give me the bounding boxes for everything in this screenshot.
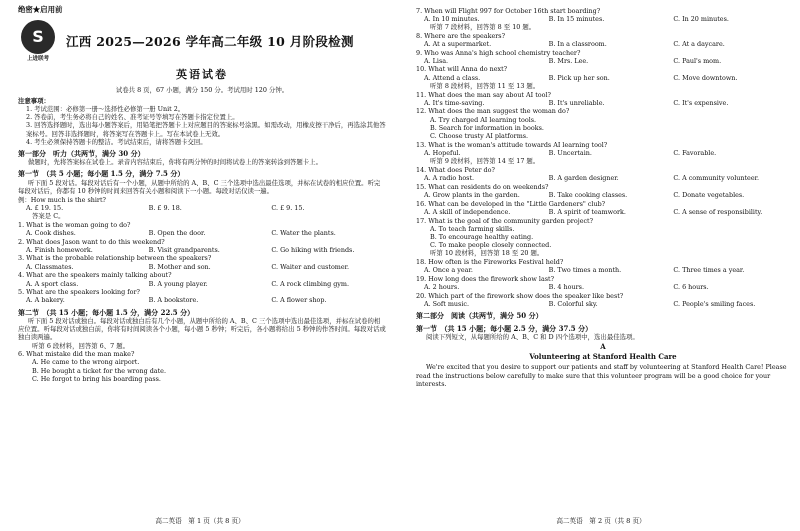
logo-caption: 上进联考 (26, 56, 49, 63)
example-options (18, 204, 386, 212)
question-14: 14. What does Peter do? (416, 165, 495, 174)
option: B. Search for information in books. (430, 123, 544, 132)
option: B. He bought a ticket for the wrong date. (32, 366, 166, 375)
option: C. Go hiking with friends. (271, 245, 355, 254)
listening-hint: 听第 10 段材料，回答第 18 至 20 题。 (430, 249, 544, 258)
passage-title: Volunteering at Stanford Health Care (529, 352, 677, 362)
question-10-options (416, 74, 790, 82)
question-14-options (416, 174, 790, 182)
question-4-options (18, 280, 386, 288)
option: A. Soft music. (424, 300, 469, 309)
page-footer: 高二英语 第 2 页（共 8 页） (556, 516, 646, 525)
option: B. In 15 minutes. (548, 14, 605, 23)
option: C. Move downtown. (673, 73, 738, 82)
logo-icon: S (21, 20, 55, 54)
confidential-mark: 绝密★启用前 (18, 5, 63, 14)
section1-description: 听下面 5 段对话。每段对话后有一个小题，从题中所给的 A、B、C 三个选项中选出最佳选项，并标在试卷的相应位置。听完每段对话后，你都有 10 秒钟的时间来回答有关小题和阅读下一小题。每段对话仅读一遍。 (18, 178, 381, 195)
question-9-options (416, 57, 790, 65)
option: C. 6 hours. (673, 283, 709, 292)
option: B. It's unreliable. (548, 98, 605, 107)
option: B. Two times a month. (548, 266, 622, 275)
option: B. A bookstore. (148, 296, 199, 305)
section1-heading: 第一节 （共 5 小题；每小题 1.5 分，满分 7.5 分） (18, 169, 185, 179)
question-3: 3. What is the probable relationship between the speakers? (18, 254, 212, 263)
question-2: 2. What does Jason want to do this weekend? (18, 237, 165, 246)
option: C. It's expensive. (673, 98, 729, 107)
option: B. Colorful sky. (548, 300, 598, 309)
question-8-options (416, 40, 790, 48)
question-1-options (18, 229, 386, 237)
option: C. Choose trusty AI platforms. (430, 132, 529, 141)
question-17: 17. What is the goal of the community garden project? (416, 216, 594, 225)
question-1: 1. What is the woman going to do? (18, 220, 131, 229)
question-11: 11. What does the man say about AI tool? (416, 90, 551, 99)
option: A. A skill of independence. (424, 207, 511, 216)
notes-title: 注意事项： (18, 96, 50, 105)
question-20: 20. Which part of the firework show does the speaker like best? (416, 291, 624, 300)
option: B. Uncertain. (548, 148, 592, 157)
option: A. To teach farming skills. (430, 224, 515, 233)
subject-title: 英语试卷 (176, 68, 228, 82)
option: B. 4 hours. (548, 283, 584, 292)
part1-description: 做题时，先将答案标在试卷上。录音内容结束后，你将有两分钟的时间将试卷上的答案转涂到答题卡上。 (28, 158, 322, 167)
option: C. A community volunteer. (673, 174, 759, 183)
option: A. Once a year. (424, 266, 473, 275)
question-9: 9. Who was Anna's high school chemistry teacher? (416, 48, 581, 57)
question-3-options (18, 263, 386, 271)
note-item: 3. 回答选择题时，选出每小题答案后，用铅笔把答题卡上对应题目的答案标号涂黑。如需改动，用橡皮擦干净后，再选涂其他答案标号。回答非选择题时，将答案写在答题卡上。写在本试卷上无效。 (26, 121, 386, 138)
option: B. Pick up her son. (548, 73, 610, 82)
section2-hint: 听第 6 段材料，回答第 6、7 题。 (32, 341, 130, 350)
passage-text: We're excited that you desire to support our patients and staff by volunteering at Stanford Health Care! Please read the instructions below carefully to make sure that this volunteer program will be a good choice for your interests. (416, 363, 787, 388)
question-15: 15. What can residents do on weekends? (416, 182, 549, 191)
option: A. 2 hours. (424, 283, 460, 292)
question-13: 13. What is the woman's attitude towards AI learning tool? (416, 140, 608, 149)
question-18-options (416, 266, 790, 274)
page-footer: 高二英语 第 1 页（共 8 页） (155, 516, 245, 525)
option: A. He came to the wrong airport. (32, 358, 140, 367)
option: B. In a classroom. (548, 39, 607, 48)
option: C. Waiter and customer. (271, 262, 350, 271)
option: A. Classmates. (26, 262, 74, 271)
listening-hint: 听第 8 段材料，回答第 11 至 13 题。 (430, 81, 540, 90)
option: C. Favorable. (673, 148, 717, 157)
part1-heading: 第一部分 听力（共两节，满分 30 分） (18, 149, 145, 159)
option: A. Grow plants in the garden. (424, 190, 520, 199)
option: B. Mother and son. (148, 262, 211, 271)
option: C. In 20 minutes. (673, 14, 729, 23)
option: B. A spirit of teamwork. (548, 207, 626, 216)
option: A. Attend a class. (424, 73, 481, 82)
option: C. A flower shop. (271, 296, 327, 305)
option: C. A sense of responsibility. (673, 207, 763, 216)
option: B. Take cooking classes. (548, 190, 628, 199)
listening-hint: 听第 9 段材料，回答第 14 至 17 题。 (430, 157, 540, 166)
option: A. Finish homework. (26, 245, 93, 254)
question-6: 6. What mistake did the man make? (18, 350, 135, 359)
exam-header (18, 20, 386, 63)
question-5: 5. What are the speakers looking for? (18, 288, 140, 297)
option: C. People's smiling faces. (673, 300, 756, 309)
question-18: 18. How often is the Fireworks Festival held? (416, 258, 564, 267)
example-answer: 答案是 C。 (32, 211, 65, 220)
section2-heading: 第二节 （共 15 小题；每小题 1.5 分，满分 22.5 分） (18, 307, 195, 317)
question-7: 7. When will Flight 997 for October 16th start boarding? (416, 6, 601, 15)
option: A. A bakery. (26, 296, 65, 305)
exam-meta: 试卷共 8 页，67 小题，满分 150 分。考试用时 120 分钟。 (115, 85, 289, 94)
option: C. Paul's mom. (673, 56, 722, 65)
option: B. A garden designer. (548, 174, 619, 183)
option: A. Try charged AI learning tools. (430, 115, 537, 124)
option: C. He forgot to bring his boarding pass. (32, 374, 161, 383)
option: A. At a supermarket. (424, 39, 492, 48)
page-right (402, 0, 800, 531)
option: C. Water the plants. (271, 228, 336, 237)
option: C. At a daycare. (673, 39, 725, 48)
exam-title: 江西 2025—2026 学年高二年级 10 月阶段检测 (66, 33, 354, 49)
option: A. A radio host. (424, 174, 475, 183)
option: A. In 10 minutes. (424, 14, 480, 23)
option: B. To encourage healthy eating. (430, 232, 534, 241)
question-20-options (416, 300, 790, 308)
listening-hint: 听第 7 段材料，回答第 8 至 10 题。 (430, 22, 536, 31)
question-12: 12. What does the man suggest the woman do? (416, 107, 570, 116)
option: A. Cook dishes. (26, 228, 76, 237)
question-4: 4. What are the speakers mainly talking about? (18, 271, 172, 280)
option: B. Mrs. Lee. (548, 56, 589, 65)
question-7-options (416, 15, 790, 23)
note-item: 2. 答卷前，考生务必将自己的姓名、准考证号等填写在答题卡指定位置上。 (26, 113, 239, 122)
note-item: 4. 考生必须保持答题卡的整洁。考试结束后，请将答题卡交回。 (26, 137, 207, 146)
option: A. Hopeful. (424, 148, 461, 157)
question-11-options (416, 99, 790, 107)
logo (18, 20, 58, 63)
question-19: 19. How long does the firework show last? (416, 275, 555, 283)
option: A. £ 19. 15. (26, 203, 64, 212)
option: B. A young player. (148, 279, 208, 288)
option: C. Three times a year. (673, 266, 745, 275)
option: B. £ 9. 18. (148, 203, 182, 212)
option: C. To make people closely connected. (430, 241, 552, 250)
section2-description: 听下面 5 段对话或独白。每段对话或独白后有几个小题，从题中所给的 A、B、C 三个选项中选出最佳选项，并标在试卷的相应位置。听每段对话或独白前，你将有时间阅读各个小题，每小题 5 秒钟；听完后，各小题将给出 5 秒钟的作答时间。每段对话或独白读两遍。 (18, 316, 386, 342)
option: A. A sport class. (26, 279, 79, 288)
option: B. Open the door. (148, 228, 206, 237)
part2-heading: 第二部分 阅读（共两节，满分 50 分） (416, 311, 543, 321)
option: C. £ 9. 15. (271, 203, 305, 212)
question-16-options (416, 208, 790, 216)
example-question: 例：How much is the shirt? (18, 195, 106, 204)
question-19-options (416, 283, 790, 291)
reading-section1-description: 阅读下列短文，从每题所给的 A、B、C 和 D 四个选项中，选出最佳选项。 (426, 332, 639, 341)
option: A. Lisa. (424, 56, 449, 65)
reading-section1-heading: 第一节 （共 15 小题；每小题 2.5 分，满分 37.5 分） (416, 323, 593, 333)
question-5-options (18, 296, 386, 304)
question-10: 10. What will Anna do next? (416, 65, 508, 74)
note-item: 1. 考试范围：必修第一册～选择性必修第一册 Unit 2。 (26, 105, 185, 114)
passage-letter: A (600, 341, 606, 351)
option: C. A rock climbing gym. (271, 279, 349, 288)
question-8: 8. Where are the speakers? (416, 31, 506, 40)
notes-list (18, 105, 386, 146)
question-13-options (416, 149, 790, 157)
option: A. It's time-saving. (424, 98, 485, 107)
option: C. Donate vegetables. (673, 190, 745, 199)
question-15-options (416, 191, 790, 199)
question-16: 16. What can be developed in the "Little Gardeners" club? (416, 199, 606, 208)
question-2-options (18, 246, 386, 254)
option: B. Visit grandparents. (148, 245, 220, 254)
